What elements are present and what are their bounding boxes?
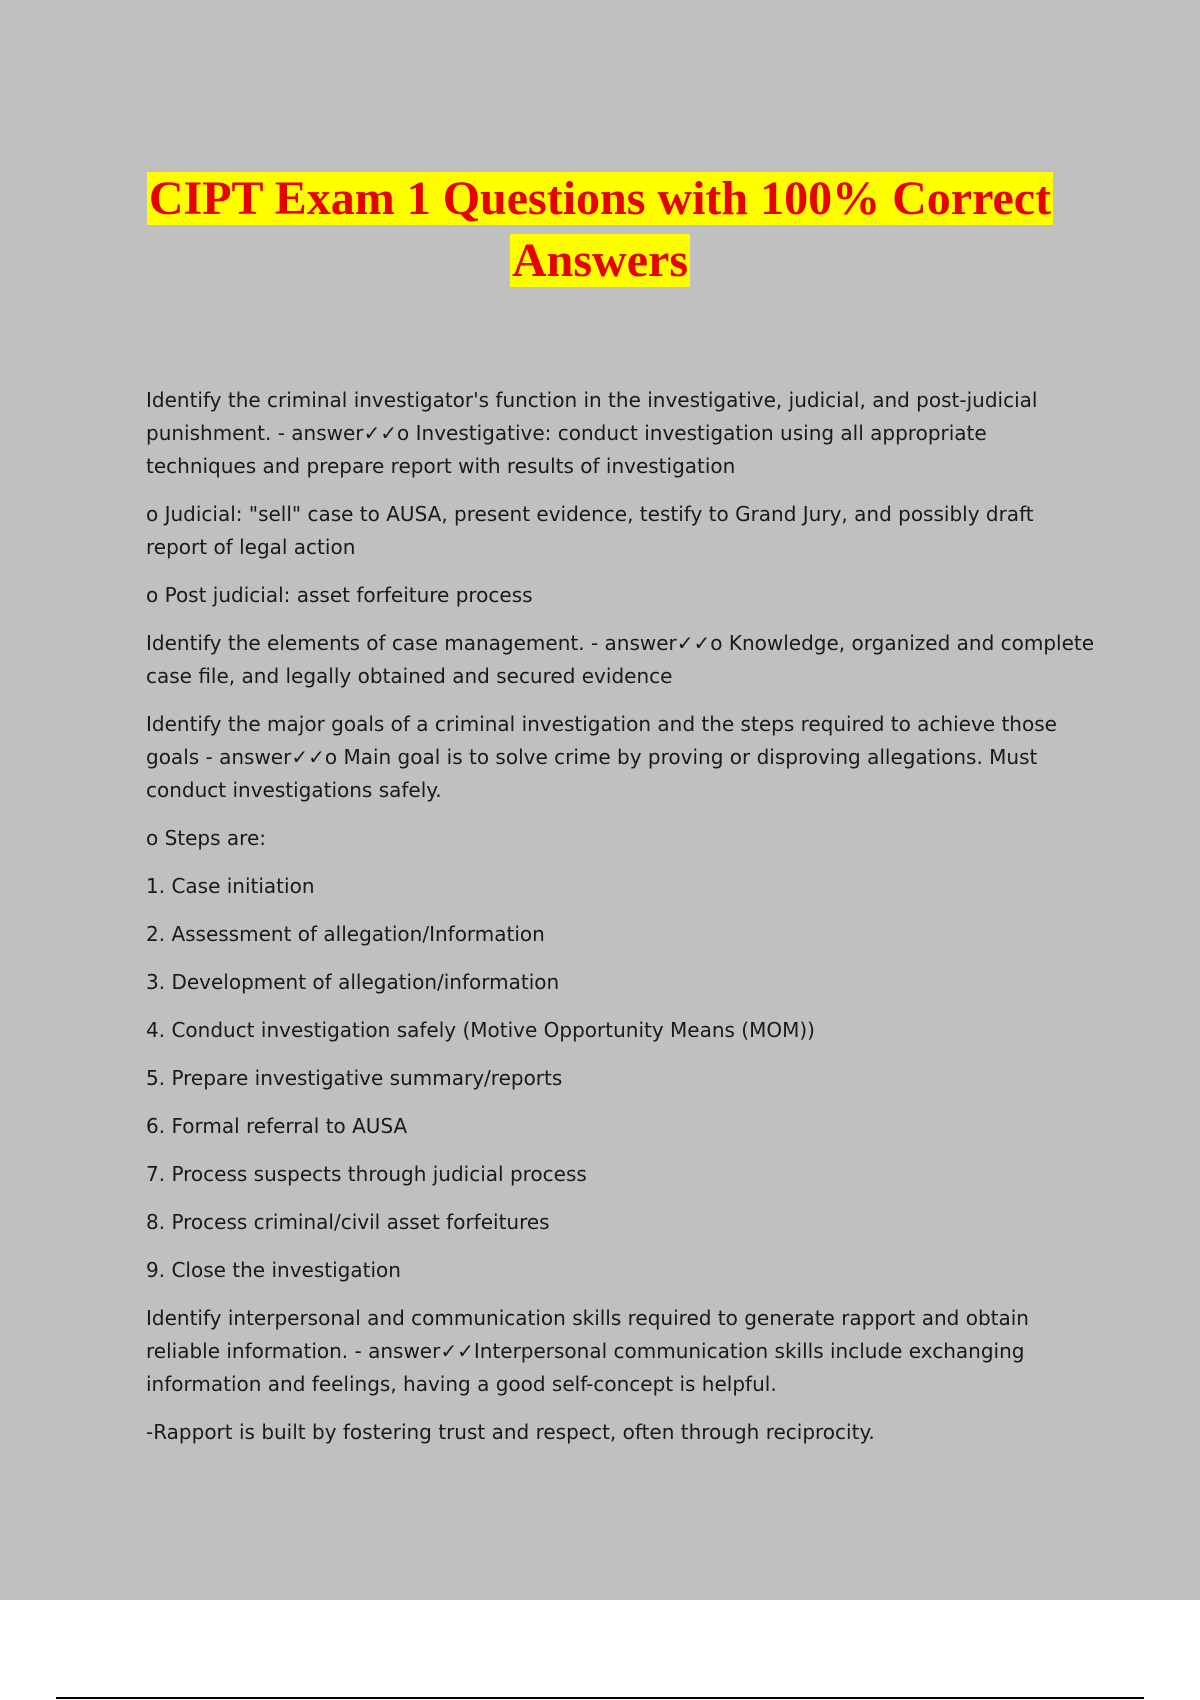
document-body [146, 384, 1096, 1464]
paragraph: -Rapport is built by fostering trust and respect, often through reciprocity. [146, 1420, 875, 1444]
list-item: 6. Formal referral to AUSA [146, 1114, 408, 1138]
paragraph: Identify the criminal investigator's function in the investigative, judicial, and post-judicial punishment. - answer✓✓o Investigative: conduct investigation using all appropriate techniques and prepare report with results of investigation [146, 388, 1038, 478]
title-line-1: CIPT Exam 1 Questions with 100% Correct [148, 172, 1052, 225]
list-item: 2. Assessment of allegation/Information [146, 922, 545, 946]
list-item: 9. Close the investigation [146, 1258, 401, 1282]
list-item: 1. Case initiation [146, 874, 315, 898]
paragraph: o Judicial: "sell" case to AUSA, present evidence, testify to Grand Jury, and possibly draft report of legal action [146, 502, 1034, 559]
paragraph: o Post judicial: asset forfeiture process [146, 583, 533, 607]
paragraph: Identify interpersonal and communication skills required to generate rapport and obtain reliable information. - answer✓✓Interpersonal communication skills include exchanging information and feelings, having a good self-concept is helpful. [146, 1306, 1029, 1396]
list-item: 3. Development of allegation/information [146, 970, 560, 994]
document-title [0, 168, 1200, 292]
list-item: 4. Conduct investigation safely (Motive Opportunity Means (MOM)) [146, 1018, 815, 1042]
paragraph: Identify the elements of case management. - answer✓✓o Knowledge, organized and complete case file, and legally obtained and secured evidence [146, 631, 1095, 688]
title-line-2: Answers [512, 234, 688, 287]
paragraph: o Steps are: [146, 826, 266, 850]
footer-divider [56, 1697, 1144, 1699]
list-item: 8. Process criminal/civil asset forfeitures [146, 1210, 550, 1234]
list-item: 5. Prepare investigative summary/reports [146, 1066, 563, 1090]
paragraph: Identify the major goals of a criminal investigation and the steps required to achieve those goals - answer✓✓o Main goal is to solve crime by proving or disproving allegations. Must conduct investigations safely. [146, 712, 1057, 802]
list-item: 7. Process suspects through judicial process [146, 1162, 587, 1186]
